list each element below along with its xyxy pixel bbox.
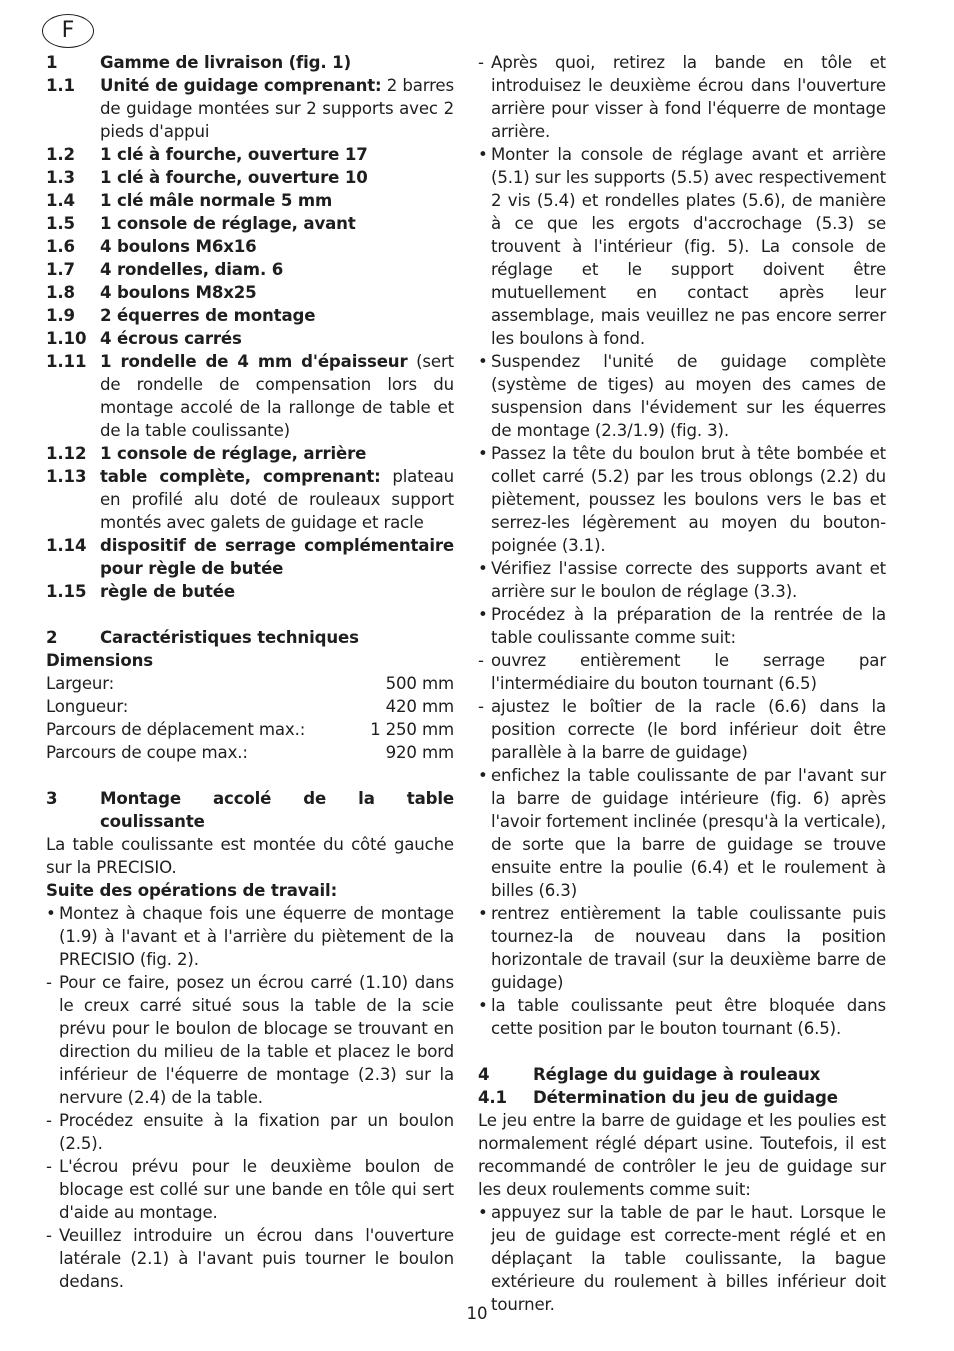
dimensions-heading: Dimensions	[46, 651, 153, 670]
spec-label: Longueur:	[46, 697, 129, 716]
item-bold: 1 console de réglage, avant	[100, 214, 356, 233]
bullet-text: Pour ce faire, posez un écrou carré (1.10) dans le creux carré situé sous la table de la scie prévu pour le boulon de blocage se trouvant en direction du milieu de la table et placez le bord inférieur de l'équerre de montage (2.3) sur la nervure (2.4) de la table.	[59, 973, 454, 1107]
item-bold: 1 clé mâle normale 5 mm	[100, 191, 333, 210]
bullet-text: Monter la console de réglage avant et arrière (5.1) sur les supports (5.5) avec respectivement 2 vis (5.4) et rondelles plates (5.6), de manière à ce que les ergots d'accrochage (5.3) se trouvent à l'intérieur (fig. 5). La console de réglage et le support doivent être mutuellement en contact après leur assemblage, mais veuillez ne pas encore serrer les boulons à fond.	[491, 145, 886, 348]
item-number: 1.12	[46, 444, 87, 463]
item-bold: 1 console de réglage, arrière	[100, 444, 367, 463]
item-number: 1.6	[46, 237, 75, 256]
spec-value: 1 250 mm	[370, 720, 454, 739]
dash-marker: -	[46, 1157, 52, 1176]
language-code: F	[61, 18, 75, 43]
section-title: Gamme de livraison (fig. 1)	[100, 53, 351, 72]
section-title: Montage accolé de la table coulissante	[100, 789, 454, 831]
list-item	[46, 442, 454, 465]
spec-value: 420 mm	[385, 697, 454, 716]
item-bold: dispositif de serrage complémentaire pour règle de butée	[100, 536, 454, 578]
bullet-marker: •	[478, 352, 488, 371]
dash-marker: -	[46, 1226, 52, 1245]
list-item	[46, 534, 454, 580]
list-item	[46, 189, 454, 212]
item-number: 1.8	[46, 283, 75, 302]
list-item	[478, 649, 886, 695]
spec-value: 920 mm	[385, 743, 454, 762]
item-number: 1.9	[46, 306, 75, 325]
bullet-text: Montez à chaque fois une équerre de montage (1.9) à l'avant et à l'arrière du piètement de la PRECISIO (fig. 2).	[59, 904, 454, 969]
list-item	[478, 994, 886, 1040]
section-number: 1	[46, 53, 58, 72]
list-item	[46, 166, 454, 189]
bullet-text: Procédez ensuite à la fixation par un boulon (2.5).	[59, 1111, 454, 1153]
item-text	[100, 465, 454, 534]
list-item	[478, 902, 886, 994]
item-number: 1.7	[46, 260, 75, 279]
bullet-text: Veuillez introduire un écrou dans l'ouverture latérale (2.1) à l'avant puis tourner le boulon dedans.	[59, 1226, 454, 1291]
section-number: 4	[478, 1065, 490, 1084]
item-rest: 2 barres de guidage montées sur 2 supports avec 2 pieds d'appui	[100, 76, 454, 141]
bullet-text: Passez la tête du boulon brut à tête bombée et collet carré (5.2) par les trous oblongs (2.2) du piètement, poussez les boulons vers le bas et serrez-les légèrement au moyen du bouton-poignée (3.1).	[491, 444, 886, 555]
list-item	[46, 143, 454, 166]
item-number: 1.14	[46, 536, 87, 555]
bullet-text: enfichez la table coulissante de par l'avant sur la barre de guidage intérieure (fig. 6) après l'avoir fortement inclinée (presqu'à la verticale), de sorte que la barre de guidage se trouve ensuite entre la poulie (6.4) et le roulement à billes (6.3)	[491, 766, 886, 900]
spec-label: Largeur:	[46, 674, 115, 693]
bullet-text: ajustez le boîtier de la racle (6.6) dans la position correcte (le bord inférieur doit être parallèle à la barre de guidage)	[491, 697, 886, 762]
item-number: 1.4	[46, 191, 75, 210]
section-title: Caractéristiques techniques	[100, 628, 359, 647]
spec-row	[46, 672, 454, 695]
spec-value: 500 mm	[385, 674, 454, 693]
item-bold: 4 écrous carrés	[100, 329, 242, 348]
list-item	[46, 971, 454, 1109]
dash-marker: -	[46, 973, 52, 992]
spec-row	[46, 718, 454, 741]
bullet-marker: •	[478, 559, 488, 578]
list-item	[46, 258, 454, 281]
item-number: 1.2	[46, 145, 75, 164]
item-text	[100, 350, 454, 442]
section-number: 2	[46, 628, 58, 647]
list-item	[478, 695, 886, 764]
bullet-marker: •	[478, 605, 488, 624]
bullet-text: Après quoi, retirez la bande en tôle et introduisez le deuxième écrou dans l'ouverture arrière pour visser à fond l'équerre de montage arrière.	[491, 53, 886, 141]
bullet-text: Vérifiez l'assise correcte des supports avant et arrière sur le boulon de réglage (3.3).	[491, 559, 886, 601]
item-text	[100, 74, 454, 143]
item-number: 1.15	[46, 582, 87, 601]
bullet-marker: •	[46, 904, 56, 923]
item-bold: Unité de guidage comprenant:	[100, 76, 382, 95]
bullet-marker: •	[478, 145, 488, 164]
item-bold: 4 boulons M8x25	[100, 283, 257, 302]
item-number: 1.13	[46, 467, 87, 486]
bullet-marker: •	[478, 444, 488, 463]
item-number: 1.5	[46, 214, 75, 233]
list-item	[46, 1155, 454, 1224]
subsection-title: Détermination du jeu de guidage	[533, 1088, 838, 1107]
list-item	[478, 1201, 886, 1316]
language-badge	[42, 14, 94, 48]
item-bold: 2 équerres de montage	[100, 306, 316, 325]
bullet-text: rentrez entièrement la table coulissante puis tournez-la de nouveau dans la position horizontale de travail (sur la deuxième barre de guidage)	[491, 904, 886, 992]
list-item	[46, 235, 454, 258]
section-heading	[478, 1063, 886, 1086]
right-column	[478, 51, 886, 1316]
bullet-marker: •	[478, 904, 488, 923]
item-number: 1.3	[46, 168, 75, 187]
paragraph: La table coulissante est montée du côté gauche sur la PRECISIO.	[46, 835, 454, 877]
paragraph: Le jeu entre la barre de guidage et les poulies est normalement réglé départ usine. Toutefois, il est recommandé de contrôler le jeu de guidage sur les deux roulements comme suit:	[478, 1111, 886, 1199]
item-bold: 1 clé à fourche, ouverture 17	[100, 145, 368, 164]
bullet-marker: •	[478, 766, 488, 785]
page-number: 10	[466, 1304, 488, 1323]
list-item	[46, 212, 454, 235]
bullet-text: la table coulissante peut être bloquée dans cette position par le bouton tournant (6.5).	[491, 996, 886, 1038]
list-item	[46, 1224, 454, 1293]
list-item	[478, 557, 886, 603]
section-heading	[46, 51, 454, 74]
item-number: 1.11	[46, 352, 87, 371]
item-bold: règle de butée	[100, 582, 235, 601]
bullet-marker: •	[478, 1203, 488, 1222]
subheading: Suite des opérations de travail:	[46, 881, 338, 900]
bullet-text: ouvrez entièrement le serrage par l'intermédiaire du bouton tournant (6.5)	[491, 651, 886, 693]
bullet-marker: •	[478, 996, 488, 1015]
bullet-text: appuyez sur la table de par le haut. Lorsque le jeu de guidage est correcte-ment réglé et en déplaçant la table coulissante, la bague extérieure du roulement à billes inférieur doit tourner.	[491, 1203, 886, 1314]
list-item	[478, 350, 886, 442]
subsection-heading	[478, 1086, 886, 1109]
list-item	[46, 350, 454, 442]
list-item	[478, 51, 886, 143]
list-item	[46, 580, 454, 603]
section-heading	[46, 626, 454, 649]
item-number: 1.1	[46, 76, 75, 95]
list-item	[478, 442, 886, 557]
left-column	[46, 51, 454, 1293]
list-item	[46, 74, 454, 143]
list-item	[478, 143, 886, 350]
list-item	[46, 1109, 454, 1155]
list-item	[46, 902, 454, 971]
dash-marker: -	[46, 1111, 52, 1130]
item-bold: table complète, comprenant:	[100, 467, 381, 486]
list-item	[478, 764, 886, 902]
item-rest: (sert de rondelle de compensation lors du montage accolé de la rallonge de table et de la table coulissante)	[100, 352, 454, 440]
section-number: 3	[46, 789, 58, 808]
bullet-text: Procédez à la préparation de la rentrée de la table coulissante comme suit:	[491, 605, 886, 647]
item-bold: 1 rondelle de 4 mm d'épaisseur	[100, 352, 408, 371]
bullet-text: L'écrou prévu pour le deuxième boulon de blocage est collé sur une bande en tôle qui sert d'aide au montage.	[59, 1157, 454, 1222]
list-item	[46, 465, 454, 534]
list-item	[46, 327, 454, 350]
spec-label: Parcours de déplacement max.:	[46, 720, 306, 739]
spec-row	[46, 695, 454, 718]
item-bold: 4 boulons M6x16	[100, 237, 257, 256]
list-item	[46, 304, 454, 327]
subsection-number: 4.1	[478, 1088, 507, 1107]
section-title: Réglage du guidage à rouleaux	[533, 1065, 821, 1084]
item-bold: 1 clé à fourche, ouverture 10	[100, 168, 368, 187]
section-heading	[46, 787, 454, 833]
list-item	[478, 603, 886, 649]
list-item	[46, 281, 454, 304]
item-rest: plateau en profilé alu doté de rouleaux support montés avec galets de guidage et racle	[100, 467, 455, 532]
dash-marker: -	[478, 697, 484, 716]
spec-label: Parcours de coupe max.:	[46, 743, 248, 762]
bullet-text: Suspendez l'unité de guidage complète (système de tiges) au moyen des cames de suspension dans l'évidement sur les équerres de montage (2.3/1.9) (fig. 3).	[491, 352, 886, 440]
dash-marker: -	[478, 53, 484, 72]
item-number: 1.10	[46, 329, 87, 348]
spec-row	[46, 741, 454, 764]
item-bold: 4 rondelles, diam. 6	[100, 260, 284, 279]
dash-marker: -	[478, 651, 484, 670]
